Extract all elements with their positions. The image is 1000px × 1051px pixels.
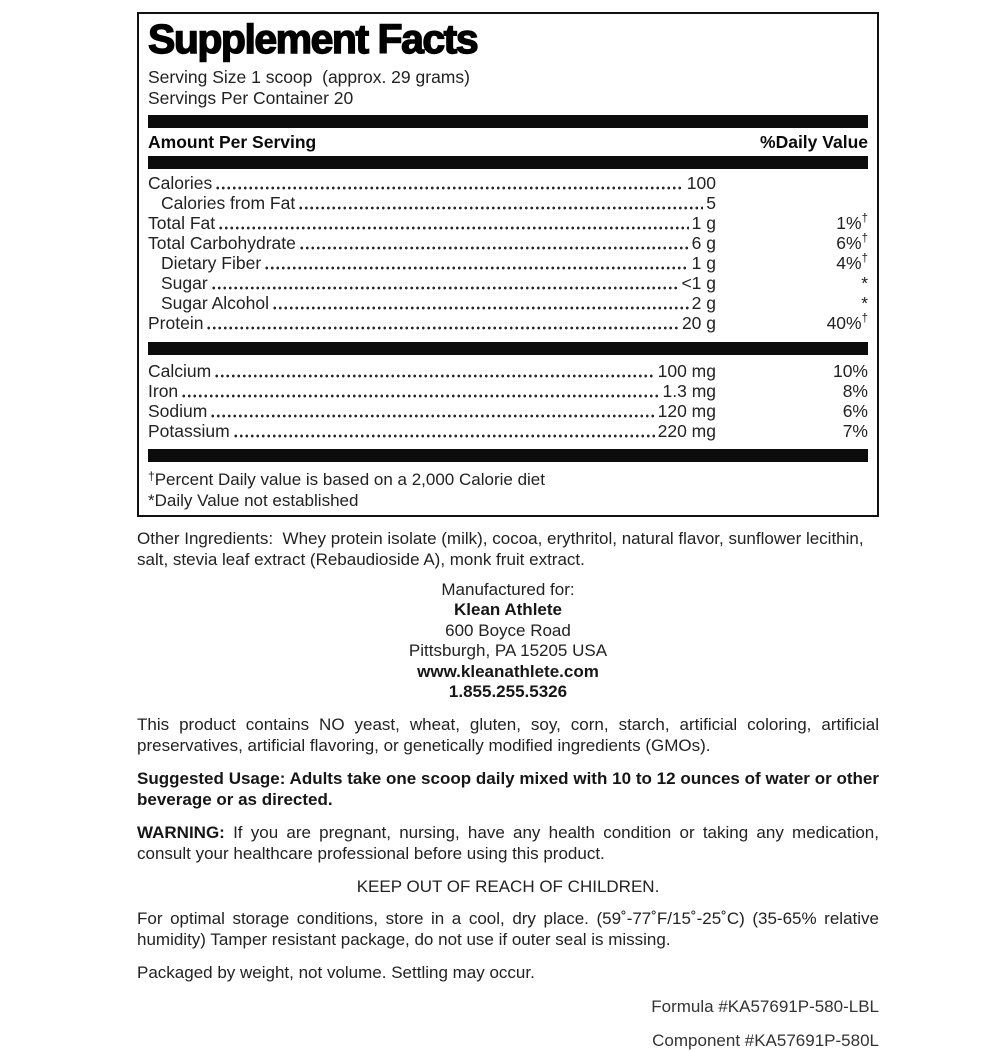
nutrient-amount: 2 g [691,292,716,313]
daily-value-cell: 40%† [826,312,868,333]
phone-number: 1.855.255.5326 [448,682,568,702]
storage-paragraph: For optimal storage conditions, store in a cool, dry place. (59˚-77˚F/15˚-25˚C) (35-65% relative humidity) Tamper resistant package, do not use if outer seal is missing. [137,908,879,950]
daily-value-cell: 6% [842,400,868,421]
street-address: 600 Boyce Road [445,620,571,640]
other-ingredients-paragraph: Other Ingredients: Whey protein isolate (milk), cocoa, erythritol, natural flavor, sunflower lecithin, salt, stevia leaf extract (Rebaudioside A), monk fruit extract. [137,528,869,570]
footnote-not-established [148,490,868,512]
dot-leader [299,239,689,251]
label-content [137,12,879,1051]
nutrient-rows [148,173,868,333]
nutrient-label: Total Fat [148,212,216,233]
city-state-zip: Pittsburgh, PA 15205 USA [408,641,608,661]
nutrient-label: Sugar [161,272,208,293]
dot-leader [272,299,689,311]
daily-value-header: %Daily Value [760,131,868,152]
mineral-row [148,401,868,421]
nutrient-amount: 5 [706,192,716,213]
serving-size-line: Serving Size 1 scoop (approx. 29 grams) [148,66,470,87]
warning-paragraph [137,822,879,865]
daily-value-cell: 8% [842,380,868,401]
dot-leader [233,427,655,439]
servings-per-container-line: Servings Per Container 20 [148,87,354,108]
nutrient-amount: 1 g [691,252,716,273]
daily-value-cell: 10% [832,360,868,381]
footnote-text: Percent Daily value is based on a 2,000 Calorie diet [154,469,545,489]
suggested-usage-paragraph: Suggested Usage: Adults take one scoop daily mixed with 10 to 12 ounces of water or other beverage or as directed. [137,768,879,810]
column-header-row [148,128,868,156]
nutrient-row [148,313,868,333]
nutrient-row [148,233,868,253]
packaged-by-weight-line: Packaged by weight, not volume. Settling may occur. [137,962,535,982]
nutrient-label: Potassium [148,420,230,441]
nutrient-amount: 100 mg [657,360,716,381]
daily-value-cell: 7% [842,420,868,441]
dot-leader [210,407,654,419]
daily-value-cell: 1%† [836,212,868,233]
nutrient-amount: 220 mg [657,420,716,441]
dagger-marker: † [861,232,868,245]
dot-leader [264,259,689,271]
nutrient-amount: 20 g [681,312,716,333]
separator-bar [148,115,868,128]
warning-text: If you are pregnant, nursing, have any health condition or taking any medication, consult your healthcare professional before using this product. [137,822,879,864]
nutrient-amount: 6 g [691,232,716,253]
nutrient-label: Calcium [148,360,212,381]
dot-leader [298,199,703,211]
daily-value-cell: 4%† [836,252,868,273]
dagger-marker: † [861,312,868,325]
nutrient-amount: 100 [686,172,716,193]
nutrient-amount: 120 mg [657,400,716,421]
nutrient-amount: 1.3 mg [662,380,716,401]
brand-name: Klean Athlete [453,600,562,620]
nutrient-label: Iron [148,380,179,401]
dot-leader [206,319,678,331]
nutrient-row [148,173,868,193]
nutrient-label: Total Carbohydrate [148,232,296,253]
daily-value-cell: * [861,272,868,293]
dagger-marker: † [148,468,155,483]
nutrient-label: Dietary Fiber [161,252,262,273]
nutrient-label: Calories [148,172,213,193]
nutrient-amount: <1 g [681,272,716,293]
daily-value-cell: * [861,292,868,313]
nutrient-label: Protein [148,312,204,333]
nutrient-label: Calories from Fat [161,192,296,213]
manufactured-for-line: Manufactured for: [441,579,575,599]
footnote-daily-value [148,466,868,491]
formula-number-line: Formula #KA57691P-580-LBL [651,997,879,1017]
nutrient-row [148,253,868,273]
nutrient-row [148,293,868,313]
dot-leader [181,387,659,399]
daily-value-cell: 6%† [836,232,868,253]
nutrient-label: Sugar Alcohol [161,292,269,313]
component-number-line: Component #KA57691P-580L [652,1031,879,1051]
amount-per-serving-header: Amount Per Serving [148,131,317,152]
nutrient-label: Sodium [148,400,208,421]
mineral-row [148,381,868,401]
supplement-facts-panel [137,12,879,517]
separator-bar [148,449,868,462]
warning-label: WARNING: [137,822,225,842]
manufacturer-block [137,580,879,703]
dot-leader [215,179,684,191]
contains-no-paragraph: This product contains NO yeast, wheat, gluten, soy, corn, starch, artificial coloring, artificial preservatives, artificial flavoring, or genetically modified ingredients (GMOs). [137,714,879,756]
keep-out-of-reach-line: KEEP OUT OF REACH OF CHILDREN. [356,876,660,896]
dot-leader [214,367,654,379]
dot-leader [211,279,679,291]
dagger-marker: † [861,212,868,225]
nutrient-row [148,213,868,233]
nutrient-row [148,273,868,293]
mineral-row [148,421,868,441]
dagger-marker: † [861,252,868,265]
mineral-row [148,361,868,381]
dot-leader [218,219,689,231]
separator-bar [148,342,868,355]
footnote-text: Daily Value not established [154,491,359,511]
panel-title: Supplement Facts [148,16,478,62]
nutrient-amount: 1 g [691,212,716,233]
nutrient-row [148,193,868,213]
asterisk-marker: * [148,491,155,511]
separator-bar [148,156,868,169]
mineral-rows [148,361,868,441]
website-text: www.kleanathlete.com [417,661,599,681]
